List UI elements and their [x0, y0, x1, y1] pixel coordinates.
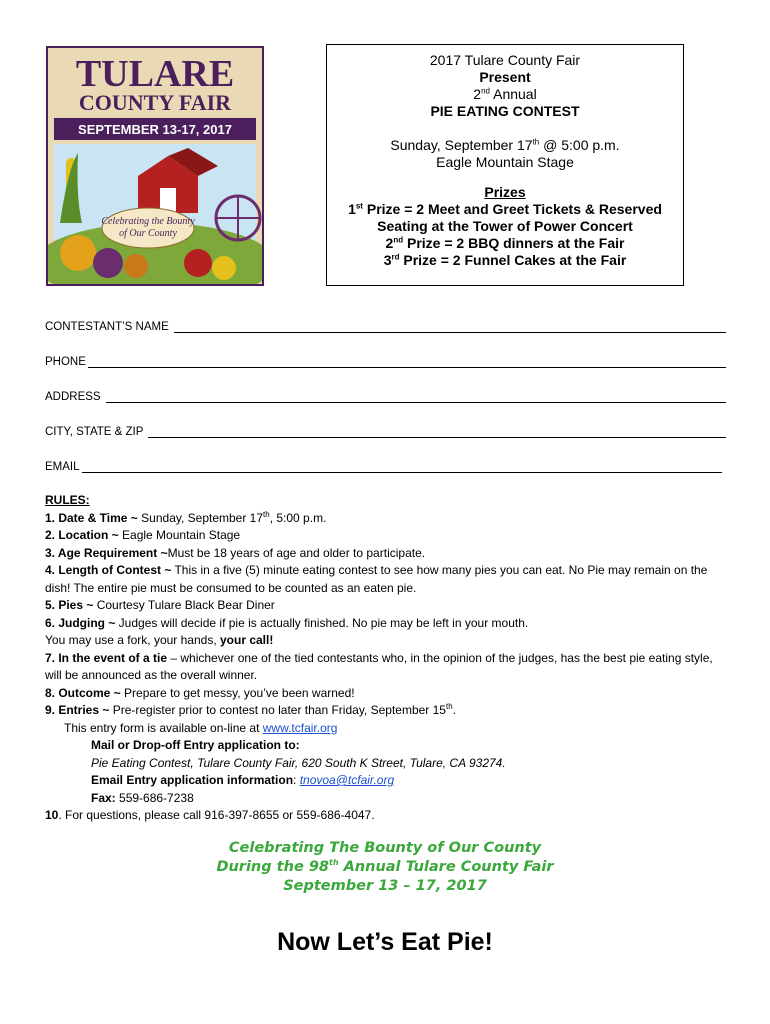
contest-info-box — [326, 44, 684, 286]
city-field[interactable] — [45, 425, 726, 438]
closing-headline: Now Let’s Eat Pie! — [277, 928, 493, 956]
prize-1-line1: 1st Prize = 2 Meet and Greet Tickets & Reserved — [348, 201, 662, 217]
name-field[interactable] — [45, 320, 726, 333]
prizes-title: Prizes — [484, 184, 526, 200]
mail-address: Pie Eating Contest, Tulare County Fair, 620 South K Street, Tulare, CA 93274. — [91, 755, 506, 770]
online-note: This entry form is available on-line at www.tcfair.org — [64, 720, 338, 735]
slogan-line3: September 13 – 17, 2017 — [283, 878, 487, 894]
logo-line2: COUNTY FAIR — [78, 90, 232, 115]
rule-8: 8. Outcome ~ Prepare to get messy, you’ve been warned! — [45, 685, 355, 700]
prize-2: 2nd Prize = 2 BBQ dinners at the Fair — [385, 235, 625, 251]
address-label: ADDRESS — [45, 391, 101, 403]
phone-field[interactable] — [45, 355, 726, 368]
header-present: Present — [479, 69, 531, 85]
website-link[interactable]: www.tcfair.org — [262, 720, 338, 735]
rule-6: 6. Judging ~ Judges will decide if pie is actually finished. No pie may be left in your mouth. — [45, 615, 529, 630]
name-label: CONTESTANT’S NAME — [45, 321, 169, 333]
email-link[interactable]: tnovoa@tcfair.org — [299, 773, 395, 787]
mail-title: Mail or Drop-off Entry application to: — [91, 738, 300, 752]
slogan-line2: During the 98th Annual Tulare County Fair — [216, 858, 554, 875]
fax-info: Fax: 559-686-7238 — [91, 790, 194, 805]
rule-3: 3. Age Requirement ~Must be 18 years of age and older to participate. — [45, 545, 426, 560]
logo-tagline2: of Our County — [119, 228, 177, 239]
rules-section — [45, 492, 725, 825]
city-line[interactable] — [148, 425, 726, 438]
email-label: EMAIL — [45, 461, 80, 473]
rule-5: 5. Pies ~ Courtesy Tulare Black Bear Diner — [45, 598, 275, 612]
rules-title: RULES: — [45, 493, 90, 507]
prize-3: 3rd Prize = 2 Funnel Cakes at the Fair — [383, 252, 627, 268]
slogan-line1: Celebrating The Bounty of Our County — [228, 840, 542, 856]
header-stage: Eagle Mountain Stage — [436, 154, 574, 170]
header-date: Sunday, September 17th @ 5:00 p.m. — [390, 137, 620, 153]
rule-4: 4. Length of Contest ~ This in a five (5) minute eating contest to see how many pies you can eat. No Pie may remain on the dish! The entire pie must be consumed to be counted as an eaten pie. — [45, 563, 708, 595]
fair-logo-art — [48, 48, 262, 284]
fair-logo — [46, 46, 264, 286]
rule-6-line2: You may use a fork, your hands, your call! — [45, 633, 274, 647]
logo-tagline1: Celebrating the Bounty — [101, 216, 195, 227]
email-info: Email Entry application information: tnovoa@tcfair.org — [91, 773, 395, 787]
rule-9: 9. Entries ~ Pre-register prior to contest no later than Friday, September 15th. — [45, 702, 456, 717]
header-title: PIE EATING CONTEST — [430, 103, 580, 119]
address-field[interactable] — [45, 390, 726, 403]
prize-1-line2: Seating at the Tower of Power Concert — [377, 218, 633, 234]
header-annual: 2nd Annual — [473, 86, 537, 102]
address-line[interactable] — [106, 390, 726, 403]
phone-label: PHONE — [45, 356, 86, 368]
city-label: CITY, STATE & ZIP — [45, 426, 144, 438]
rule-2: 2. Location ~ Eagle Mountain Stage — [45, 528, 241, 542]
slogan — [0, 839, 770, 896]
rule-7: 7. In the event of a tie – whichever one of the tied contestants who, in the opinion of the judges, has the best pie eating style, will be announced as the overall winner. — [45, 650, 713, 682]
email-line[interactable] — [82, 460, 722, 473]
phone-line[interactable] — [88, 355, 726, 368]
rule-1: 1. Date & Time ~ Sunday, September 17th, 5:00 p.m. — [45, 509, 327, 525]
logo-dates: SEPTEMBER 13-17, 2017 — [78, 122, 232, 137]
rule-10: 10. For questions, please call 916-397-8655 or 559-686-4047. — [45, 808, 375, 822]
header-line1: 2017 Tulare County Fair — [429, 52, 581, 68]
email-field[interactable] — [45, 460, 722, 473]
logo-line1: TULARE — [75, 53, 235, 95]
name-line[interactable] — [174, 320, 726, 333]
